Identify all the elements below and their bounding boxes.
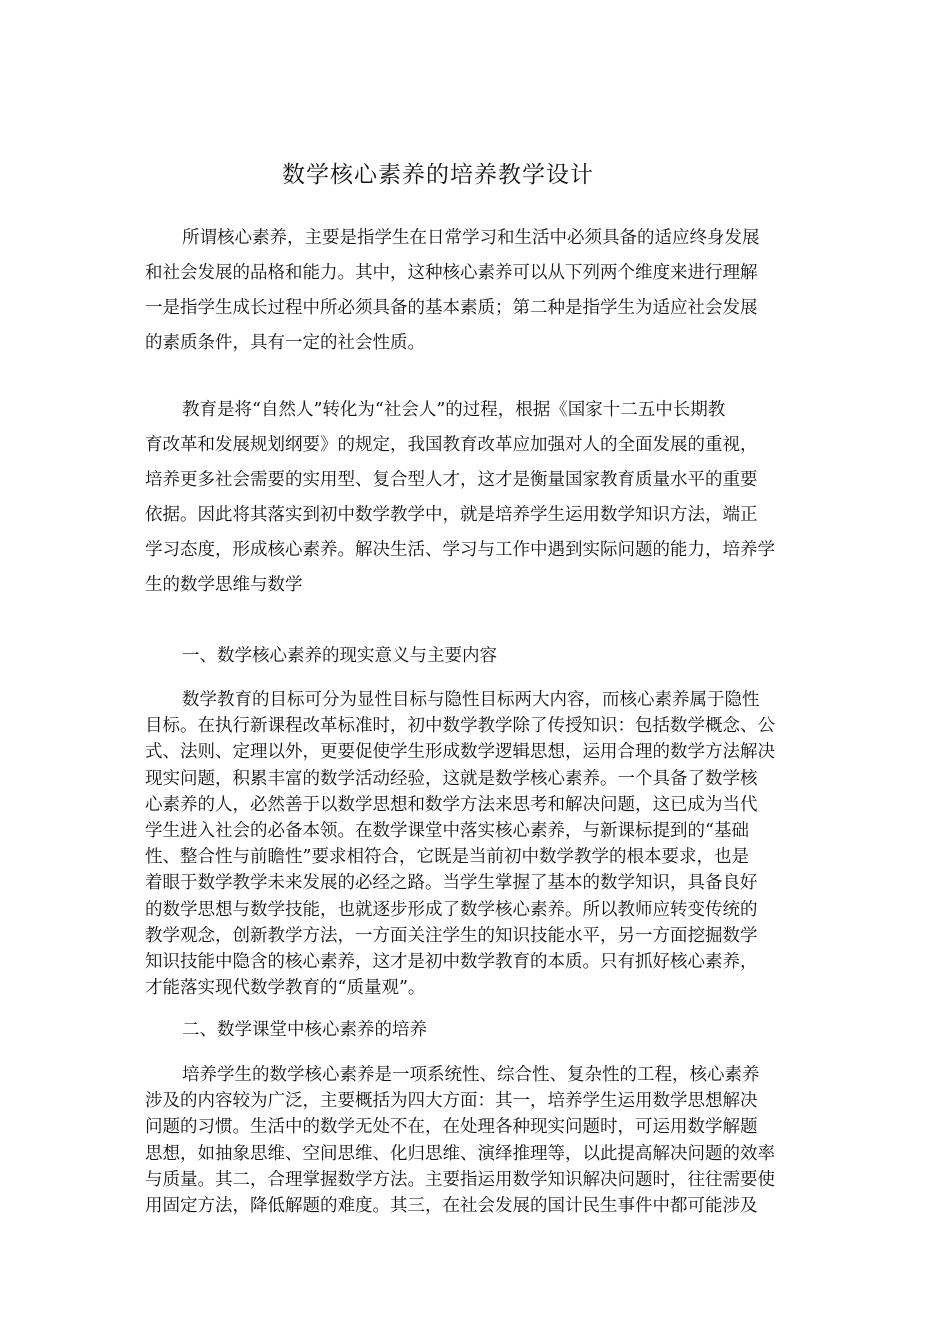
text-line: 学习态度，形成核心素养。解决生活、学习与工作中遇到实际问题的能力，培养学	[145, 540, 775, 560]
text-line: 的素质条件，具有一定的社会性质。	[145, 333, 425, 353]
text-line: 和社会发展的品格和能力。其中，这种核心素养可以从下列两个维度来进行理解	[145, 263, 758, 283]
text-line: 数学教育的目标可分为显性目标与隐性目标两大内容，而核心素养属于隐性	[182, 690, 760, 710]
text-line: 用固定方法，降低解题的难度。其三，在社会发展的国计民生事件中都可能涉及	[145, 1196, 758, 1217]
text-line: 依据。因此将其落实到初中数学教学中，就是培养学生运用数学知识方法，端正	[145, 505, 758, 525]
text-line: 性、整合性与前瞻性”要求相符合，它既是当前初中数学教学的根本要求，也是	[145, 847, 749, 868]
section-heading-text: 二、数学课堂中核心素养的培养	[182, 1020, 427, 1040]
text-line: 思想，如抽象思维、空间思维、化归思维、演绎推理等，以此提高解决问题的效率	[145, 1143, 775, 1164]
document-title: 数学核心素养的培养教学设计	[282, 162, 594, 188]
text-line: 涉及的内容较为广泛，主要概括为四大方面：其一，培养学生运用数学思想解决	[145, 1091, 758, 1112]
text-line: 教学观念，创新教学方法，一方面关注学生的知识技能水平，另一方面挖掘数学	[145, 925, 758, 946]
text-line: 知识技能中隐含的核心素养，这才是初中数学教育的本质。只有抓好核心素养，	[145, 952, 758, 973]
text-line: 学生进入社会的必备本领。在数学课堂中落实核心素养，与新课标提到的“基础	[145, 821, 749, 842]
section-heading-text: 一、数学核心素养的现实意义与主要内容	[182, 646, 497, 666]
text-line: 与质量。其二，合理掌握数学方法。主要指运用数学知识解决问题时，往往需要使	[145, 1169, 775, 1190]
text-line: 教育是将“自然人”转化为“社会人”的过程，根据《国家十二五中长期教	[182, 400, 726, 420]
text-line: 现实问题，积累丰富的数学活动经验，这就是数学核心素养。一个具备了数学核	[145, 768, 758, 789]
text-line: 生的数学思维与数学	[145, 575, 303, 595]
text-line: 心素养的人，必然善于以数学思想和数学方法来思考和解决问题，这已成为当代	[145, 794, 758, 815]
text-line: 一是指学生成长过程中所必须具备的基本素质；第二种是指学生为适应社会发展	[145, 298, 758, 318]
section-heading-2	[145, 1013, 805, 1047]
paragraph-education-reform	[145, 393, 805, 603]
section-2-body	[145, 1062, 805, 1219]
text-line: 才能落实现代数学教育的“质量观”。	[145, 978, 426, 999]
paragraph-core-literacy-definition	[145, 221, 805, 361]
text-line: 的数学思想与数学技能，也就逐步形成了数学核心素养。所以教师应转变传统的	[145, 899, 758, 920]
section-1-body	[145, 687, 805, 1001]
text-line: 目标。在执行新课程改革标准时，初中数学教学除了传授知识：包括数学概念、公	[145, 716, 775, 737]
text-line: 问题的习惯。生活中的数学无处不在，在处理各种现实问题时，可运用数学解题	[145, 1117, 758, 1138]
text-line: 着眼于数学教学未来发展的必经之路。当学生掌握了基本的数学知识，具备良好	[145, 873, 758, 894]
section-heading-1	[145, 639, 805, 673]
text-line: 所谓核心素养，主要是指学生在日常学习和生活中必须具备的适应终身发展	[182, 228, 760, 248]
text-line: 培养更多社会需要的实用型、复合型人才，这才是衡量国家教育质量水平的重要	[145, 470, 758, 490]
text-line: 育改革和发展规划纲要》的规定，我国教育改革应加强对人的全面发展的重视，	[145, 435, 758, 455]
text-line: 式、法则、定理以外，更要促使学生形成数学逻辑思想，运用合理的数学方法解决	[145, 742, 775, 763]
text-line: 培养学生的数学核心素养是一项系统性、综合性、复杂性的工程，核心素养	[182, 1065, 760, 1085]
